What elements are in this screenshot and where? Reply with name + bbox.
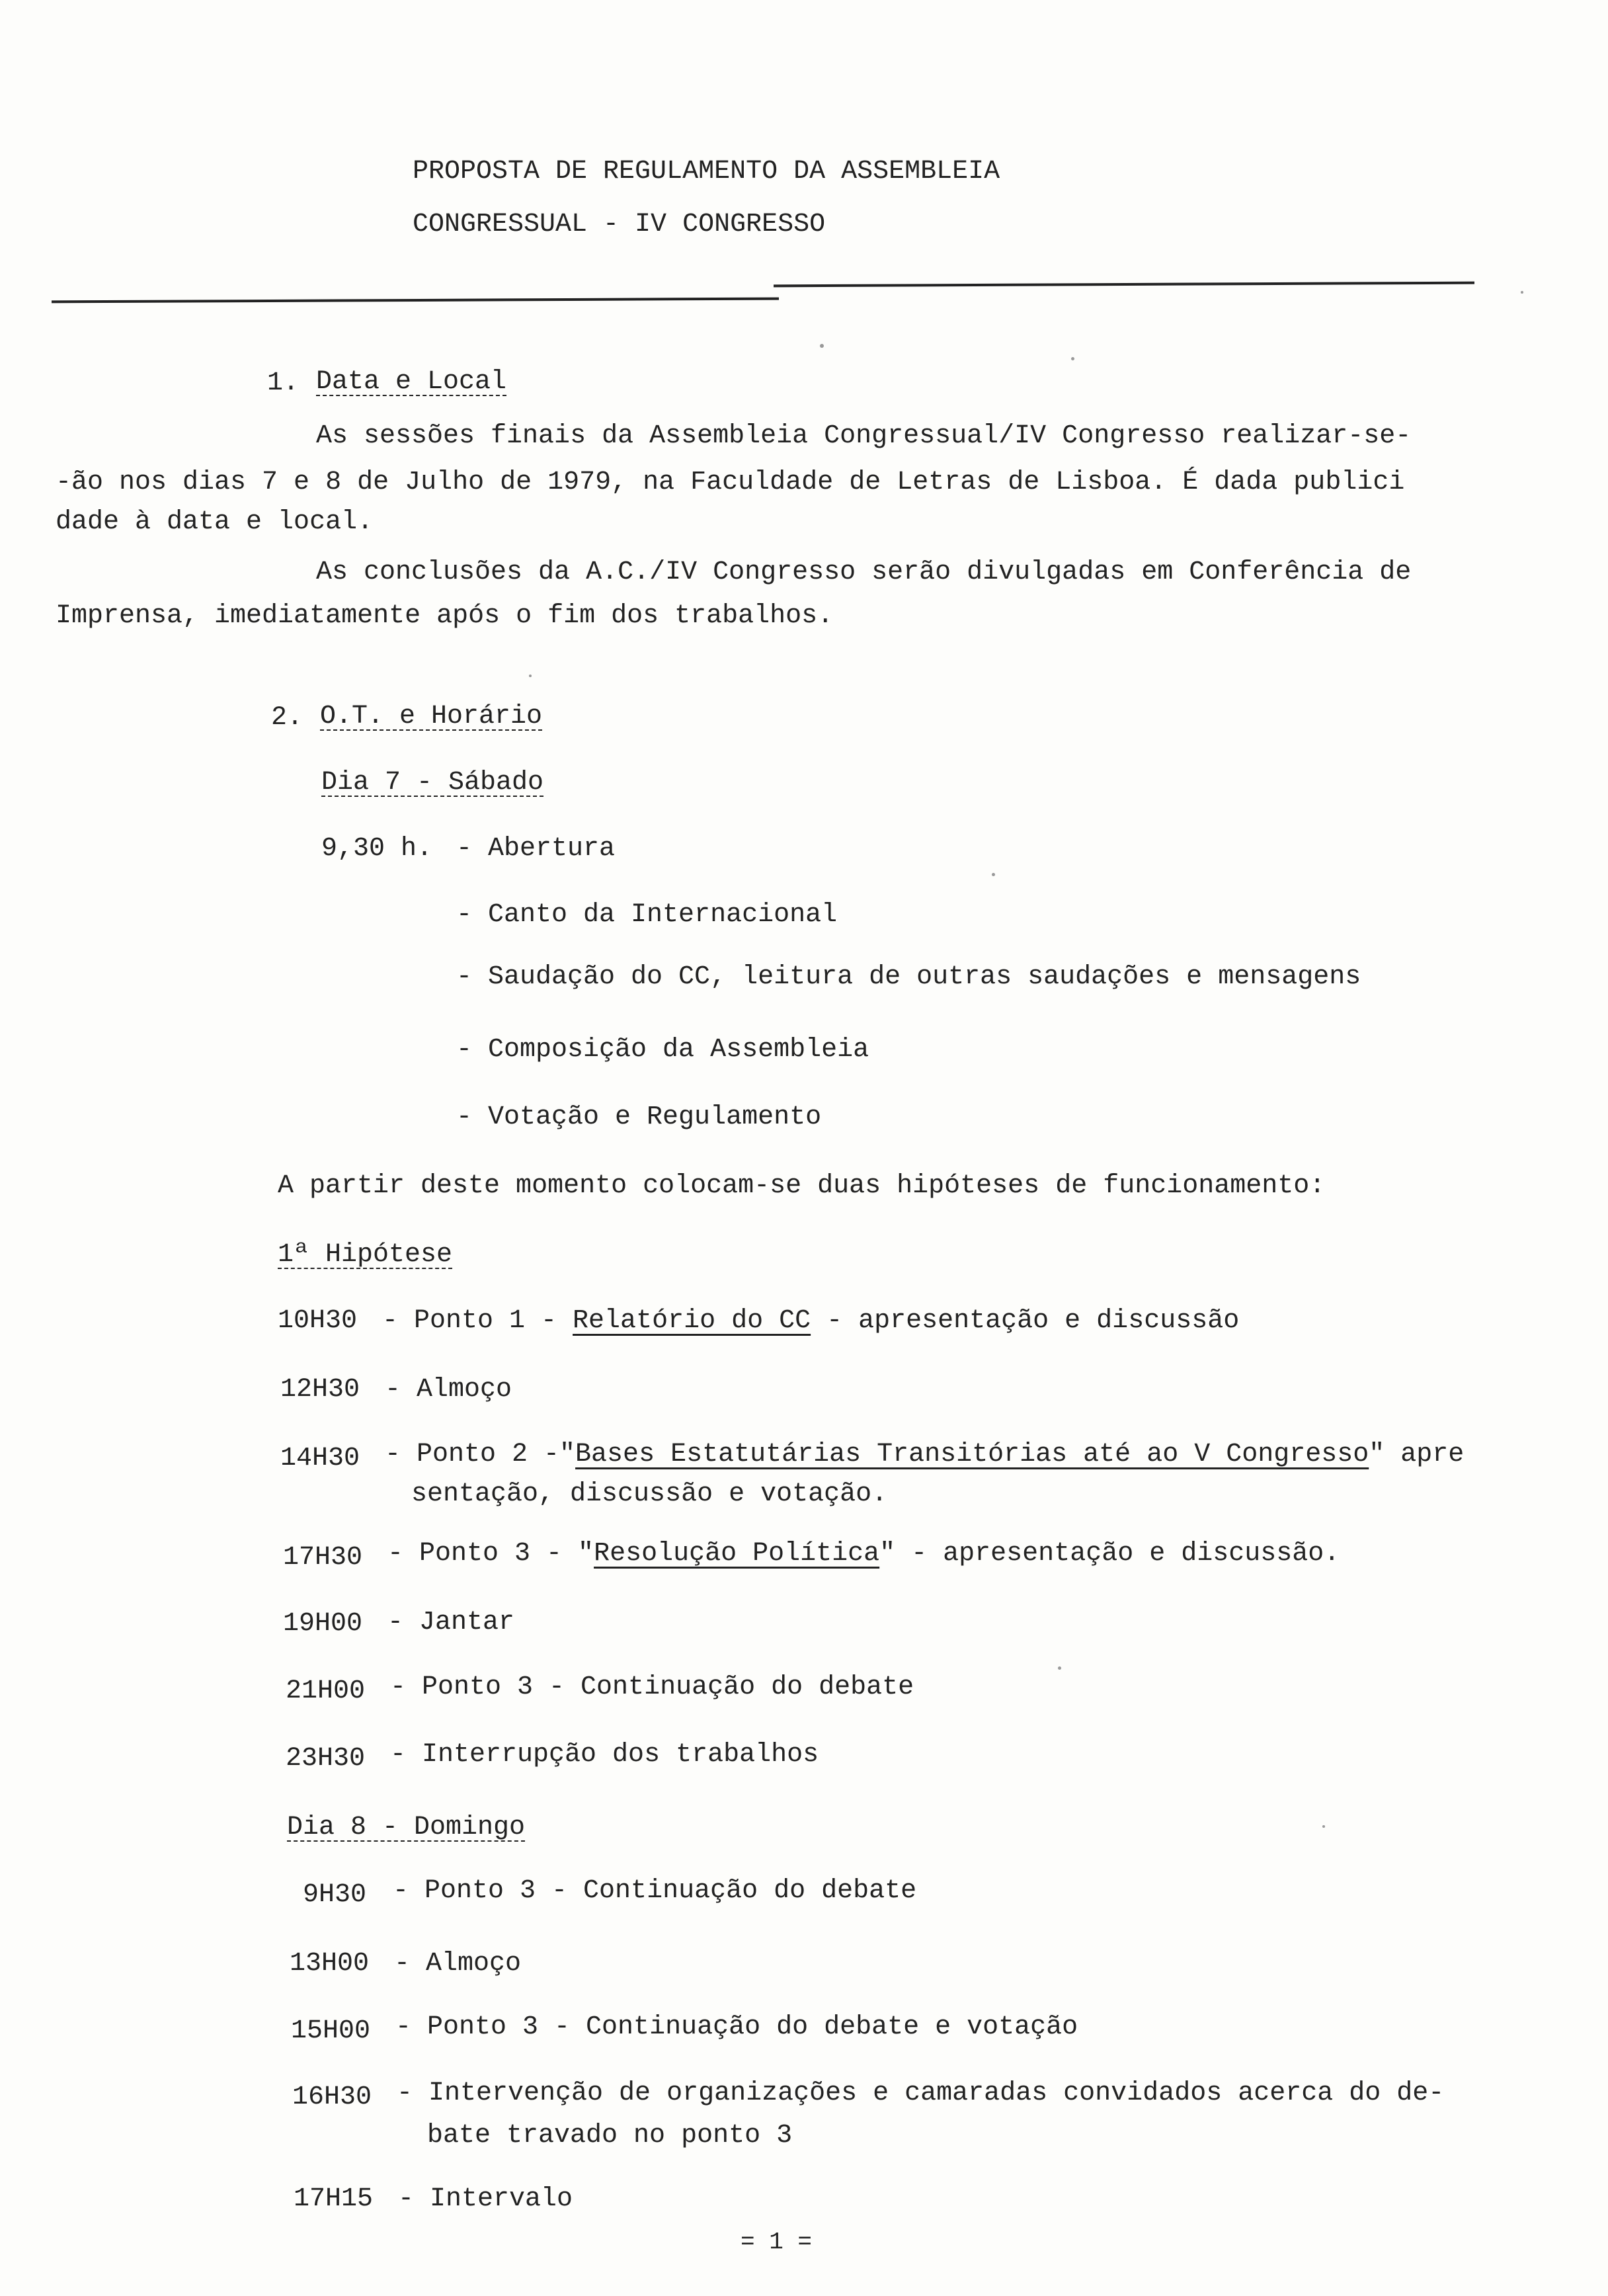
hypotheses-intro: A partir deste momento colocam-se duas hipóteses de funcionamento: <box>278 1171 1326 1201</box>
section1-para2-line1: As conclusões da A.C./IV Congresso serão divulgadas em Conferência de <box>316 557 1412 587</box>
schedule-text: - Ponto 3 - Continuação do debate <box>393 1876 917 1906</box>
section1-heading: Data e Local <box>316 367 507 397</box>
schedule-text-underlined: Resolução Política <box>594 1539 880 1569</box>
schedule-time: 13H00 <box>290 1949 370 1979</box>
opening-item-3: - Saudação do CC, leitura de outras saudações e mensagens <box>456 962 1361 992</box>
schedule-text: " apre <box>1369 1440 1465 1469</box>
page-number: = 1 = <box>741 2229 813 2256</box>
schedule-text-underlined: Relatório do CC <box>573 1306 811 1336</box>
document-title-line1: PROPOSTA DE REGULAMENTO DA ASSEMBLEIA <box>413 157 1000 186</box>
section2-number: 2. <box>271 703 303 733</box>
schedule-text: - Interrupção dos trabalhos <box>390 1740 819 1770</box>
section1-para2-line2: Imprensa, imediatamente após o fim dos trabalhos. <box>56 601 834 631</box>
schedule-time: 16H30 <box>292 2082 372 2112</box>
opening-item-4: - Composição da Assembleia <box>456 1035 869 1065</box>
scan-speck <box>529 675 532 677</box>
schedule-entry <box>387 1541 1340 1567</box>
schedule-text: - Intervalo <box>398 2184 573 2214</box>
schedule-time: 21H00 <box>286 1676 366 1706</box>
scan-speck <box>1521 291 1523 294</box>
schedule-text: - Ponto 1 - <box>382 1306 573 1336</box>
schedule-time: 10H30 <box>278 1306 358 1336</box>
schedule-text-underlined: Bases Estatutárias Transitórias até ao V Congresso <box>575 1440 1369 1469</box>
hypothesis1-heading: 1ª Hipótese <box>278 1240 453 1270</box>
section1-para1-line2: -ão nos dias 7 e 8 de Julho de 1979, na Faculdade de Letras de Lisboa. É dada publici <box>56 468 1405 497</box>
schedule-time: 17H15 <box>294 2184 374 2214</box>
schedule-entry <box>382 1308 1239 1334</box>
schedule-time: 23H30 <box>286 1744 366 1774</box>
schedule-entry <box>385 1442 1464 1468</box>
scan-speck <box>1071 357 1074 360</box>
schedule-text: " - apresentação e discussão. <box>879 1539 1340 1569</box>
scan-speck <box>992 873 995 876</box>
schedule-text: - Jantar <box>387 1608 515 1637</box>
schedule-text: - Almoço <box>385 1375 512 1405</box>
scan-speck <box>820 344 824 348</box>
scan-speck <box>1322 1825 1325 1828</box>
section1-number: 1. <box>267 368 300 398</box>
day1-heading: Dia 7 - Sábado <box>321 768 544 798</box>
document-title-line2: CONGRESSUAL - IV CONGRESSO <box>413 210 826 239</box>
section1-para1-line3: dade à data e local. <box>56 507 374 537</box>
schedule-text: - apresentação e discussão <box>811 1306 1240 1336</box>
schedule-text-continued: bate travado no ponto 3 <box>427 2121 793 2151</box>
schedule-time: 19H00 <box>283 1609 363 1639</box>
schedule-text: - Almoço <box>394 1949 522 1979</box>
schedule-text-continued: sentação, discussão e votação. <box>411 1479 888 1509</box>
schedule-text: - Ponto 3 - Continuação do debate <box>390 1672 914 1702</box>
scan-speck <box>1058 1666 1061 1670</box>
schedule-text: - Intervenção de organizações e camaradas convidados acerca do de- <box>397 2078 1445 2108</box>
day2-heading: Dia 8 - Domingo <box>287 1813 526 1842</box>
opening-item-2: - Canto da Internacional <box>456 900 838 930</box>
title-rule-left <box>52 298 779 304</box>
schedule-text: - Ponto 3 - " <box>387 1539 594 1569</box>
schedule-text: - Ponto 2 -" <box>385 1440 576 1469</box>
schedule-time: 12H30 <box>280 1375 360 1405</box>
section1-para1-line1: As sessões finais da Assembleia Congressual/IV Congresso realizar-se- <box>316 421 1412 451</box>
schedule-time: 17H30 <box>283 1543 363 1573</box>
opening-item-1: - Abertura <box>456 834 616 864</box>
schedule-time: 14H30 <box>280 1444 360 1473</box>
opening-time: 9,30 h. <box>321 834 433 864</box>
schedule-text: - Ponto 3 - Continuação do debate e votação <box>395 2012 1078 2042</box>
opening-item-5: - Votação e Regulamento <box>456 1102 822 1132</box>
schedule-time: 15H00 <box>291 2016 371 2046</box>
schedule-time: 9H30 <box>303 1880 367 1910</box>
section2-heading: O.T. e Horário <box>320 702 543 731</box>
title-rule-right <box>774 282 1474 288</box>
